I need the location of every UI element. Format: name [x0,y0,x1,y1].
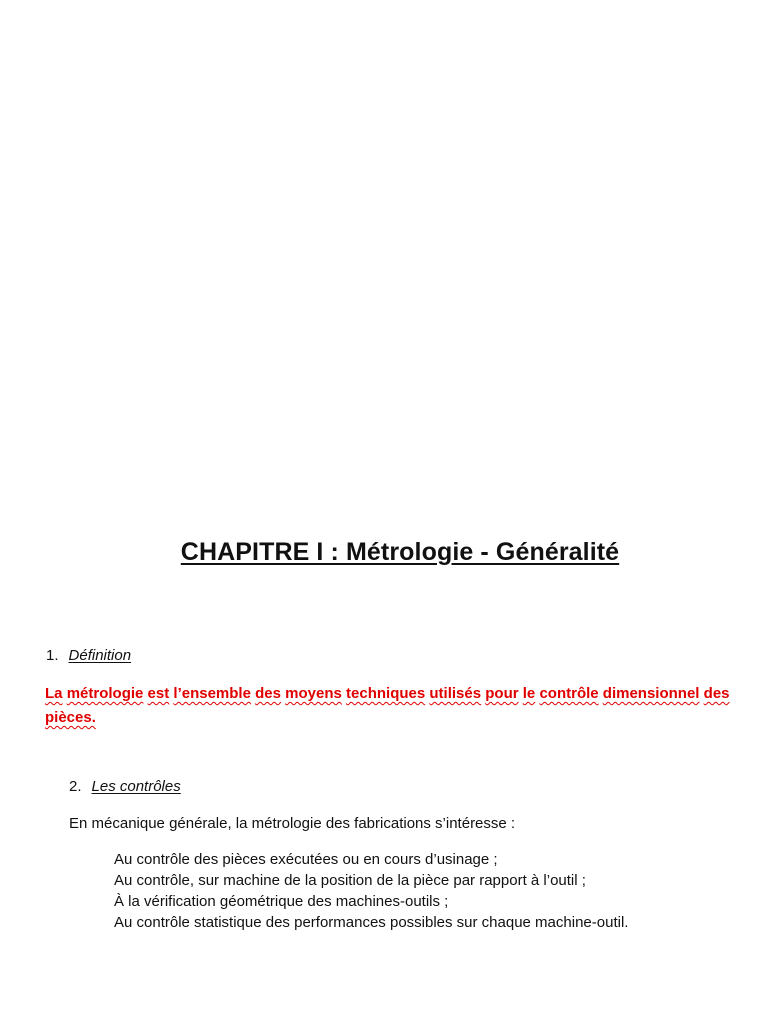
section-heading-definition [46,647,131,664]
definition-word: La [45,685,63,702]
definition-word: des [703,685,730,702]
section-number: 2. [69,778,82,795]
definition-word: pour [485,685,519,702]
chapter-title: CHAPITRE I : Métrologie - Généralité [180,538,620,566]
intro-text: En mécanique générale, la métrologie des fabrications s’intéresse : [69,815,516,832]
definition-word: moyens [285,685,342,702]
controls-list [114,849,628,933]
section-label: Définition [68,647,132,664]
definition-word: dimensionnel [602,685,700,702]
definition-paragraph [45,682,735,730]
definition-word: contrôle [539,685,599,702]
section-heading-controles [69,778,181,795]
definition-word: métrologie [66,685,144,702]
list-item: À la vérification géométrique des machines-outils ; [114,893,449,910]
list-item: Au contrôle, sur machine de la position de la pièce par rapport à l’outil ; [114,872,586,889]
section-label: Les contrôles [91,778,181,795]
definition-word: est [147,685,170,702]
definition-word: pièces. [45,709,96,726]
definition-word: des [255,685,281,702]
list-item: Au contrôle des pièces exécutées ou en cours d’usinage ; [114,851,498,868]
definition-word: l’ensemble [173,685,251,702]
definition-word: le [522,685,536,702]
definition-word: utilisés [429,685,482,702]
definition-word: techniques [346,685,426,702]
list-item: Au contrôle statistique des performances possibles sur chaque machine-outil. [114,914,629,931]
section-number: 1. [46,647,59,664]
